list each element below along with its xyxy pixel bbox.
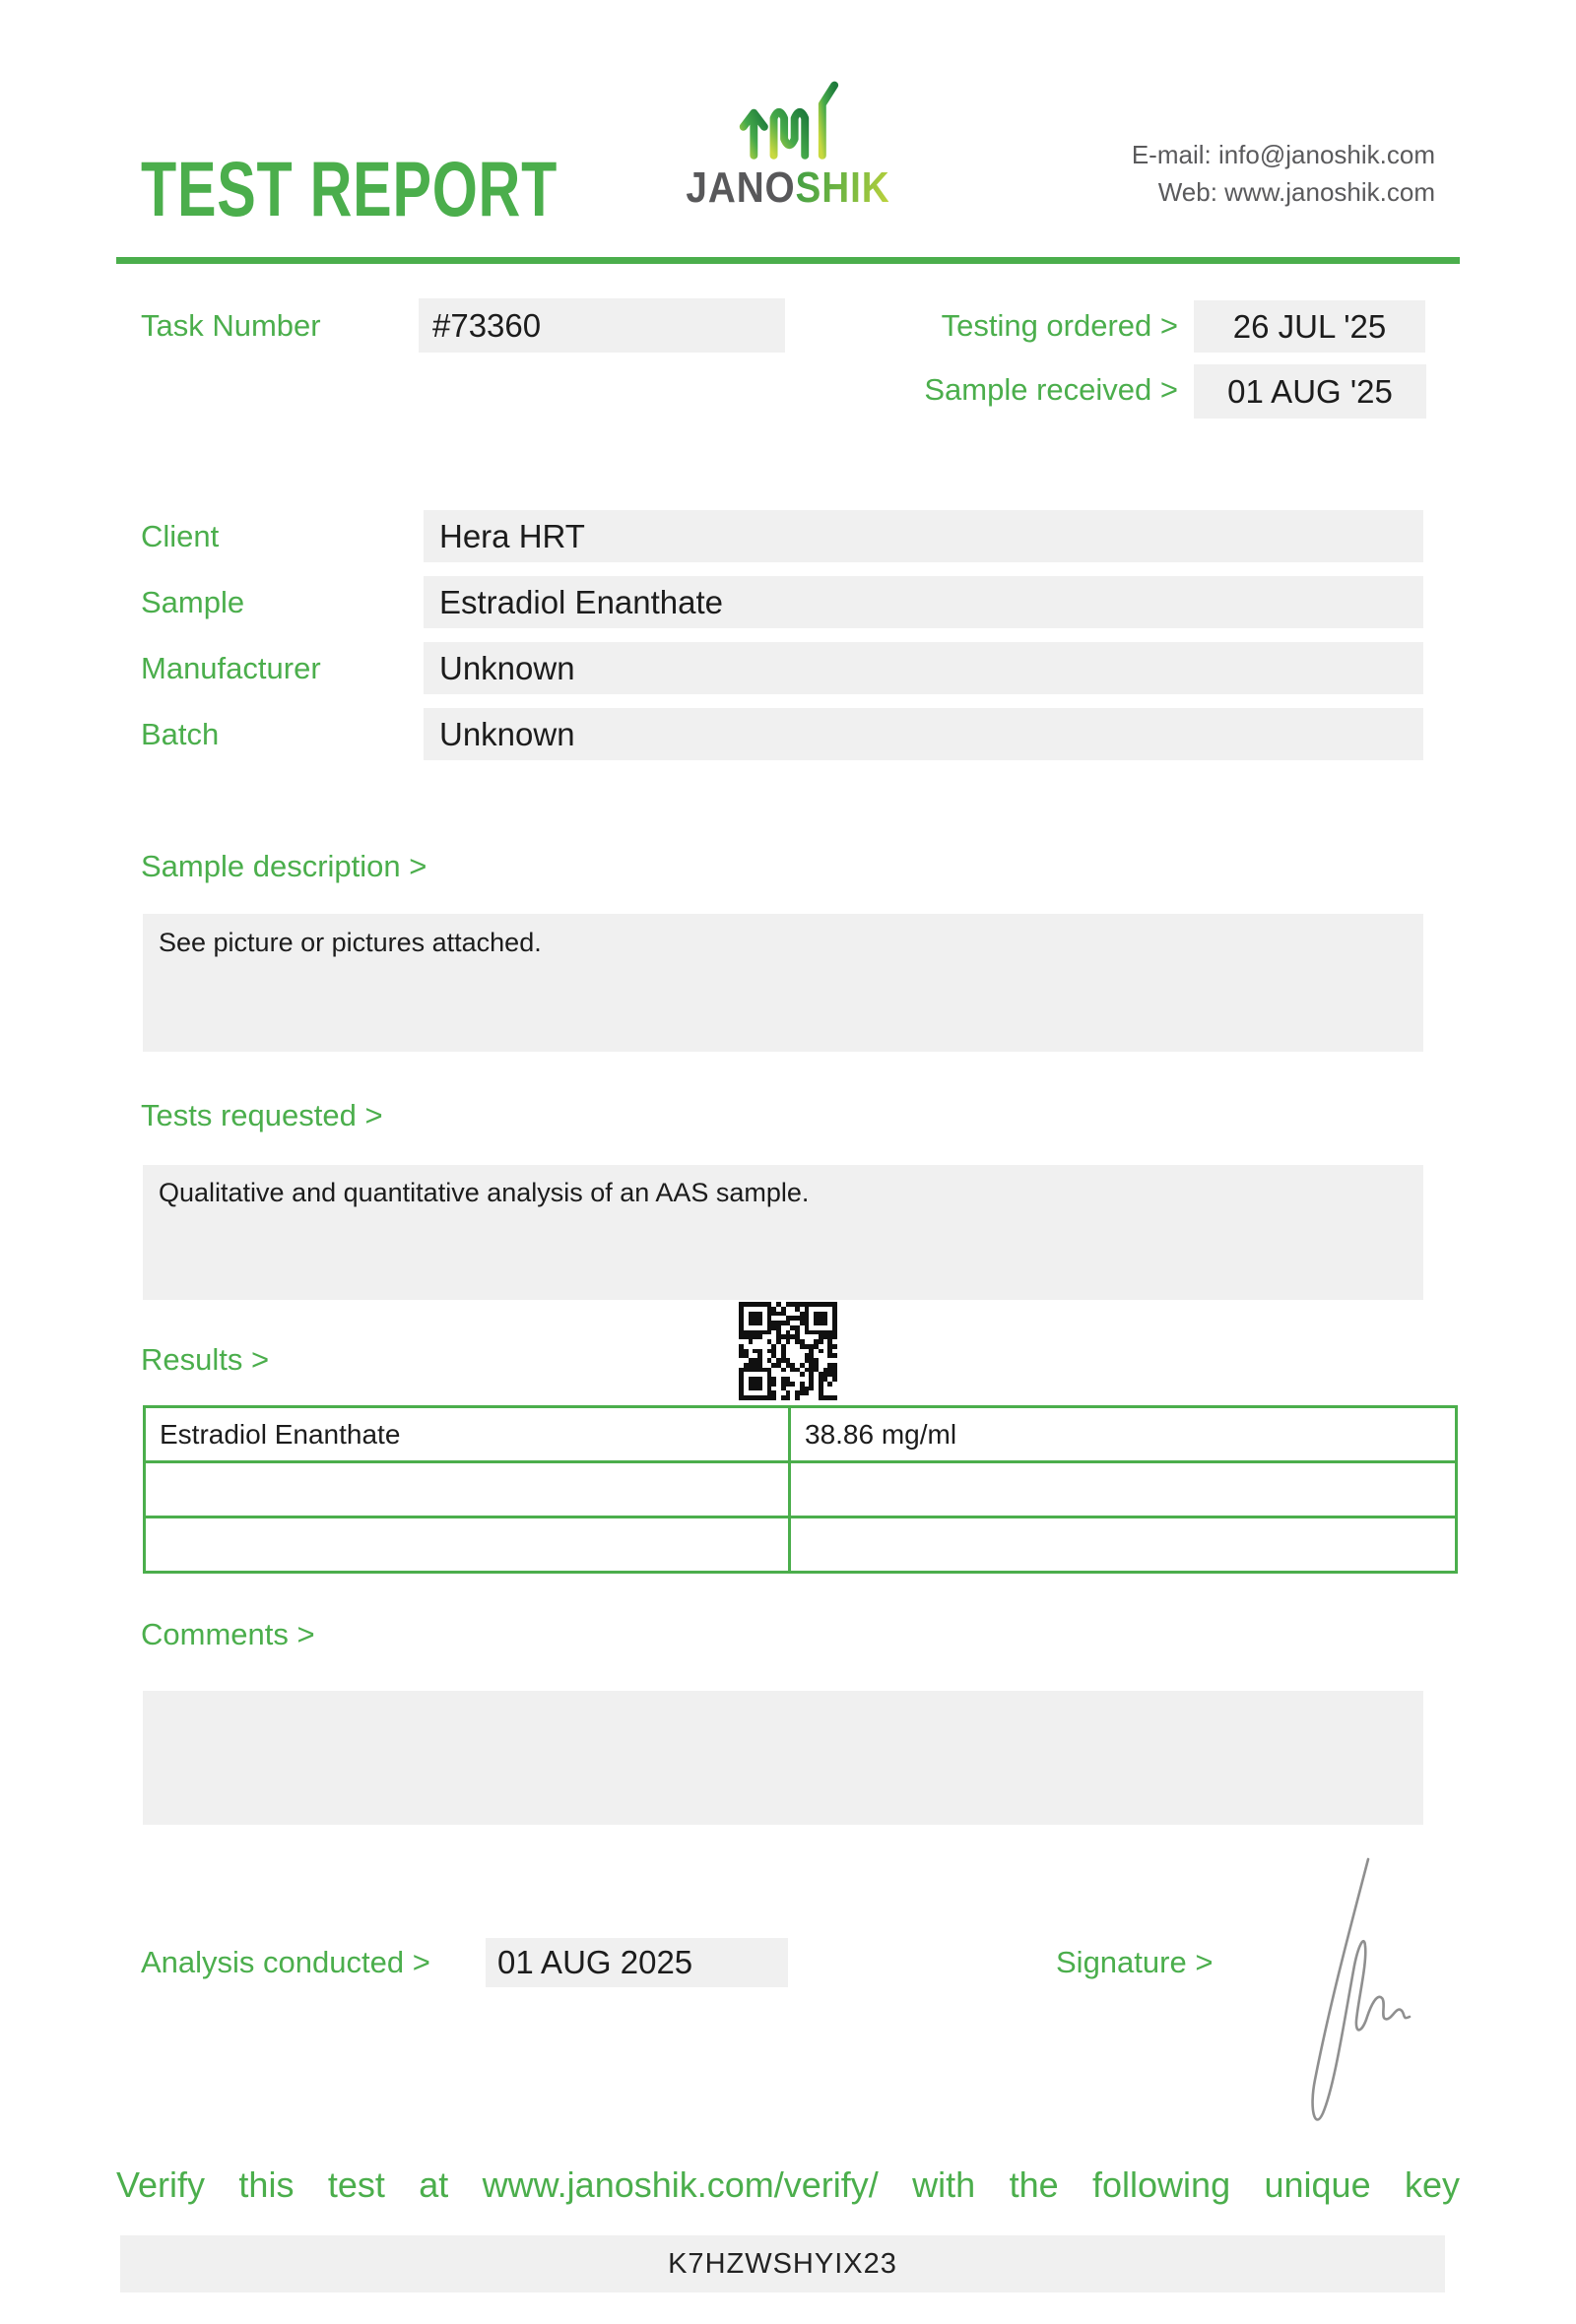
signature-label: Signature > bbox=[1056, 1945, 1214, 1979]
page-title: TEST REPORT bbox=[141, 145, 558, 232]
tests-requested-box bbox=[143, 1165, 1423, 1300]
logo-text-jano: JANO bbox=[686, 163, 796, 212]
header-divider bbox=[116, 257, 1460, 264]
table-row bbox=[145, 1517, 1457, 1573]
manufacturer-value: Unknown bbox=[424, 642, 1423, 694]
contact-block bbox=[1132, 136, 1435, 211]
manufacturer-label: Manufacturer bbox=[141, 651, 321, 685]
logo-wordmark bbox=[649, 163, 927, 213]
logo-text-shik: SHIK bbox=[795, 163, 890, 212]
results-table bbox=[143, 1405, 1458, 1574]
chart-logo-icon bbox=[630, 75, 946, 161]
batch-label: Batch bbox=[141, 717, 220, 751]
analysis-conducted-value: 01 AUG 2025 bbox=[486, 1938, 788, 1987]
sample-received-value: 01 AUG '25 bbox=[1194, 364, 1426, 419]
sample-description-text: See picture or pictures attached. bbox=[159, 928, 542, 957]
sample-description-label: Sample description > bbox=[141, 849, 427, 883]
result-value-cell bbox=[790, 1462, 1457, 1517]
qr-code bbox=[739, 1302, 837, 1400]
sample-value: Estradiol Enanthate bbox=[424, 576, 1423, 628]
result-value-cell: 38.86 mg/ml bbox=[790, 1407, 1457, 1462]
sample-description-box bbox=[143, 914, 1423, 1052]
client-label: Client bbox=[141, 519, 220, 553]
verify-instruction: Verify this test at www.janoshik.com/verify/ with the following unique key bbox=[116, 2164, 1460, 2205]
results-label: Results > bbox=[141, 1342, 270, 1377]
sample-received-label: Sample received > bbox=[924, 372, 1178, 407]
web-line: Web: www.janoshik.com bbox=[1157, 177, 1435, 207]
result-analyte-cell: Estradiol Enanthate bbox=[145, 1407, 790, 1462]
sample-label: Sample bbox=[141, 585, 245, 619]
comments-label: Comments > bbox=[141, 1617, 315, 1651]
unique-key-value: K7HZWSHYIX23 bbox=[120, 2235, 1445, 2292]
result-analyte-cell bbox=[145, 1517, 790, 1573]
result-analyte-cell bbox=[145, 1462, 790, 1517]
result-value-cell bbox=[790, 1517, 1457, 1573]
testing-ordered-value: 26 JUL '25 bbox=[1194, 300, 1425, 353]
testing-ordered-label: Testing ordered > bbox=[941, 308, 1178, 343]
janoshik-logo bbox=[630, 75, 946, 213]
table-row bbox=[145, 1407, 1457, 1462]
task-number-label: Task Number bbox=[141, 308, 321, 343]
comments-box bbox=[143, 1691, 1423, 1825]
batch-value: Unknown bbox=[424, 708, 1423, 760]
table-row bbox=[145, 1462, 1457, 1517]
analysis-conducted-label: Analysis conducted > bbox=[141, 1945, 430, 1979]
task-number-value: #73360 bbox=[419, 298, 785, 353]
tests-requested-text: Qualitative and quantitative analysis of an AAS sample. bbox=[159, 1178, 810, 1207]
email-line: E-mail: info@janoshik.com bbox=[1131, 140, 1435, 169]
tests-requested-label: Tests requested > bbox=[141, 1098, 383, 1132]
signature-image bbox=[1266, 1851, 1413, 2147]
client-value: Hera HRT bbox=[424, 510, 1423, 562]
